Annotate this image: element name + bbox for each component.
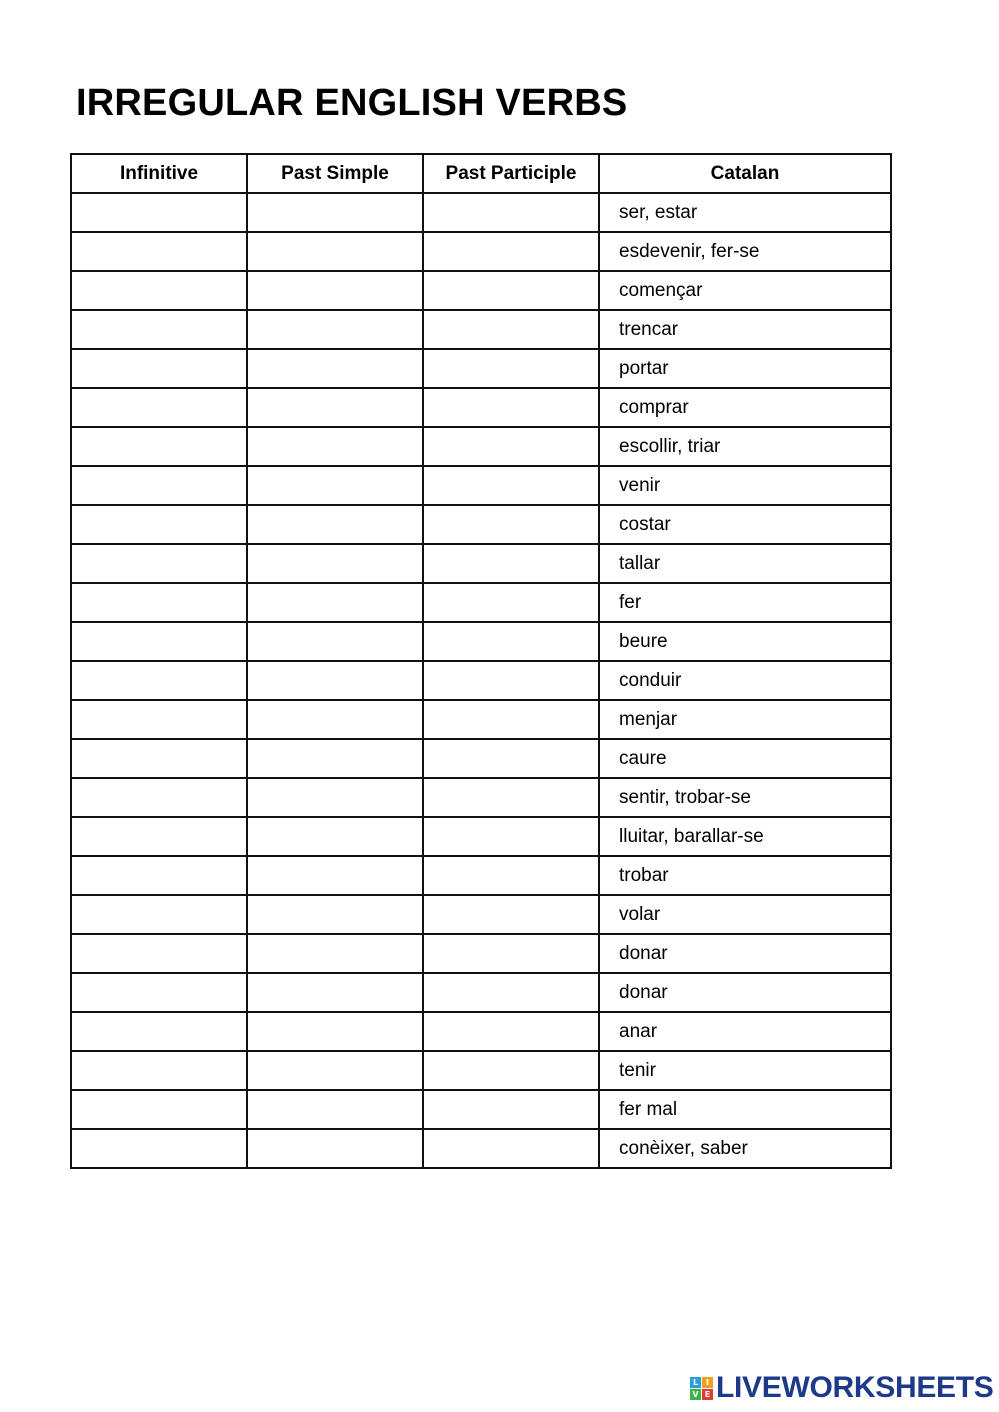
infinitive-cell[interactable] <box>71 466 247 505</box>
past-participle-cell[interactable] <box>423 817 599 856</box>
catalan-cell: començar <box>599 271 891 310</box>
table-row <box>71 388 891 427</box>
page-title: IRREGULAR ENGLISH VERBS <box>76 82 628 124</box>
infinitive-cell[interactable] <box>71 271 247 310</box>
logo-mark-square: V <box>690 1389 701 1400</box>
table-row <box>71 817 891 856</box>
past-simple-cell[interactable] <box>247 310 423 349</box>
catalan-cell: donar <box>599 973 891 1012</box>
table-row <box>71 739 891 778</box>
catalan-cell: donar <box>599 934 891 973</box>
catalan-cell: trencar <box>599 310 891 349</box>
catalan-cell: trobar <box>599 856 891 895</box>
infinitive-cell[interactable] <box>71 817 247 856</box>
infinitive-cell[interactable] <box>71 583 247 622</box>
catalan-cell: esdevenir, fer-se <box>599 232 891 271</box>
infinitive-cell[interactable] <box>71 544 247 583</box>
infinitive-cell[interactable] <box>71 973 247 1012</box>
infinitive-cell[interactable] <box>71 349 247 388</box>
past-simple-cell[interactable] <box>247 349 423 388</box>
table-row <box>71 193 891 232</box>
table-row <box>71 622 891 661</box>
past-simple-cell[interactable] <box>247 856 423 895</box>
table-row <box>71 661 891 700</box>
table-header-row <box>71 154 891 193</box>
table-row <box>71 232 891 271</box>
table-row <box>71 895 891 934</box>
infinitive-cell[interactable] <box>71 934 247 973</box>
table-row <box>71 700 891 739</box>
infinitive-cell[interactable] <box>71 310 247 349</box>
past-participle-cell[interactable] <box>423 232 599 271</box>
catalan-cell: conèixer, saber <box>599 1129 891 1168</box>
liveworksheets-logo-icon <box>690 1377 713 1400</box>
infinitive-cell[interactable] <box>71 232 247 271</box>
past-simple-cell[interactable] <box>247 1051 423 1090</box>
catalan-cell: ser, estar <box>599 193 891 232</box>
past-simple-cell[interactable] <box>247 661 423 700</box>
infinitive-cell[interactable] <box>71 778 247 817</box>
catalan-cell: portar <box>599 349 891 388</box>
table-row <box>71 505 891 544</box>
catalan-cell: venir <box>599 466 891 505</box>
table-row <box>71 466 891 505</box>
infinitive-cell[interactable] <box>71 622 247 661</box>
infinitive-cell[interactable] <box>71 1012 247 1051</box>
table-row <box>71 544 891 583</box>
header-past-participle: Past Participle <box>423 154 599 193</box>
infinitive-cell[interactable] <box>71 427 247 466</box>
past-participle-cell[interactable] <box>423 544 599 583</box>
catalan-cell: conduir <box>599 661 891 700</box>
past-simple-cell[interactable] <box>247 739 423 778</box>
infinitive-cell[interactable] <box>71 1090 247 1129</box>
catalan-cell: fer mal <box>599 1090 891 1129</box>
past-participle-cell[interactable] <box>423 973 599 1012</box>
header-past-simple: Past Simple <box>247 154 423 193</box>
infinitive-cell[interactable] <box>71 1129 247 1168</box>
past-participle-cell[interactable] <box>423 934 599 973</box>
liveworksheets-logo <box>690 1372 994 1404</box>
logo-mark-square: I <box>702 1377 713 1388</box>
past-participle-cell[interactable] <box>423 1051 599 1090</box>
infinitive-cell[interactable] <box>71 388 247 427</box>
past-participle-cell[interactable] <box>423 466 599 505</box>
logo-mark-square: E <box>702 1389 713 1400</box>
catalan-cell: lluitar, barallar-se <box>599 817 891 856</box>
header-infinitive: Infinitive <box>71 154 247 193</box>
catalan-cell: costar <box>599 505 891 544</box>
past-simple-cell[interactable] <box>247 544 423 583</box>
infinitive-cell[interactable] <box>71 739 247 778</box>
past-participle-cell[interactable] <box>423 1129 599 1168</box>
past-participle-cell[interactable] <box>423 895 599 934</box>
past-simple-cell[interactable] <box>247 973 423 1012</box>
past-participle-cell[interactable] <box>423 388 599 427</box>
past-simple-cell[interactable] <box>247 232 423 271</box>
catalan-cell: anar <box>599 1012 891 1051</box>
table-row <box>71 349 891 388</box>
past-participle-cell[interactable] <box>423 739 599 778</box>
past-simple-cell[interactable] <box>247 895 423 934</box>
catalan-cell: beure <box>599 622 891 661</box>
table-row <box>71 934 891 973</box>
past-simple-cell[interactable] <box>247 1012 423 1051</box>
catalan-cell: tenir <box>599 1051 891 1090</box>
past-participle-cell[interactable] <box>423 700 599 739</box>
past-participle-cell[interactable] <box>423 193 599 232</box>
table-row <box>71 1129 891 1168</box>
past-simple-cell[interactable] <box>247 427 423 466</box>
logo-text: LIVEWORKSHEETS <box>716 1371 994 1404</box>
past-simple-cell[interactable] <box>247 622 423 661</box>
past-participle-cell[interactable] <box>423 622 599 661</box>
past-simple-cell[interactable] <box>247 466 423 505</box>
table-row <box>71 1051 891 1090</box>
catalan-cell: escollir, triar <box>599 427 891 466</box>
past-participle-cell[interactable] <box>423 505 599 544</box>
table-row <box>71 1012 891 1051</box>
table-row <box>71 271 891 310</box>
infinitive-cell[interactable] <box>71 700 247 739</box>
past-simple-cell[interactable] <box>247 271 423 310</box>
infinitive-cell[interactable] <box>71 1051 247 1090</box>
header-catalan: Catalan <box>599 154 891 193</box>
past-participle-cell[interactable] <box>423 856 599 895</box>
verbs-table <box>70 153 892 1169</box>
table-row <box>71 583 891 622</box>
infinitive-cell[interactable] <box>71 895 247 934</box>
infinitive-cell[interactable] <box>71 193 247 232</box>
table-row <box>71 973 891 1012</box>
past-participle-cell[interactable] <box>423 271 599 310</box>
past-participle-cell[interactable] <box>423 310 599 349</box>
past-simple-cell[interactable] <box>247 505 423 544</box>
catalan-cell: sentir, trobar-se <box>599 778 891 817</box>
infinitive-cell[interactable] <box>71 856 247 895</box>
infinitive-cell[interactable] <box>71 505 247 544</box>
logo-mark-square: L <box>690 1377 701 1388</box>
catalan-cell: comprar <box>599 388 891 427</box>
past-participle-cell[interactable] <box>423 349 599 388</box>
past-simple-cell[interactable] <box>247 778 423 817</box>
verbs-table-body <box>71 193 891 1168</box>
catalan-cell: volar <box>599 895 891 934</box>
table-row <box>71 427 891 466</box>
catalan-cell: menjar <box>599 700 891 739</box>
past-simple-cell[interactable] <box>247 817 423 856</box>
past-participle-cell[interactable] <box>423 778 599 817</box>
catalan-cell: fer <box>599 583 891 622</box>
past-simple-cell[interactable] <box>247 388 423 427</box>
table-row <box>71 310 891 349</box>
table-row <box>71 1090 891 1129</box>
past-participle-cell[interactable] <box>423 427 599 466</box>
past-participle-cell[interactable] <box>423 1012 599 1051</box>
past-participle-cell[interactable] <box>423 583 599 622</box>
table-row <box>71 778 891 817</box>
past-simple-cell[interactable] <box>247 1129 423 1168</box>
past-simple-cell[interactable] <box>247 583 423 622</box>
catalan-cell: tallar <box>599 544 891 583</box>
table-row <box>71 856 891 895</box>
catalan-cell: caure <box>599 739 891 778</box>
past-simple-cell[interactable] <box>247 193 423 232</box>
past-participle-cell[interactable] <box>423 1090 599 1129</box>
past-participle-cell[interactable] <box>423 661 599 700</box>
past-simple-cell[interactable] <box>247 934 423 973</box>
infinitive-cell[interactable] <box>71 661 247 700</box>
past-simple-cell[interactable] <box>247 700 423 739</box>
past-simple-cell[interactable] <box>247 1090 423 1129</box>
